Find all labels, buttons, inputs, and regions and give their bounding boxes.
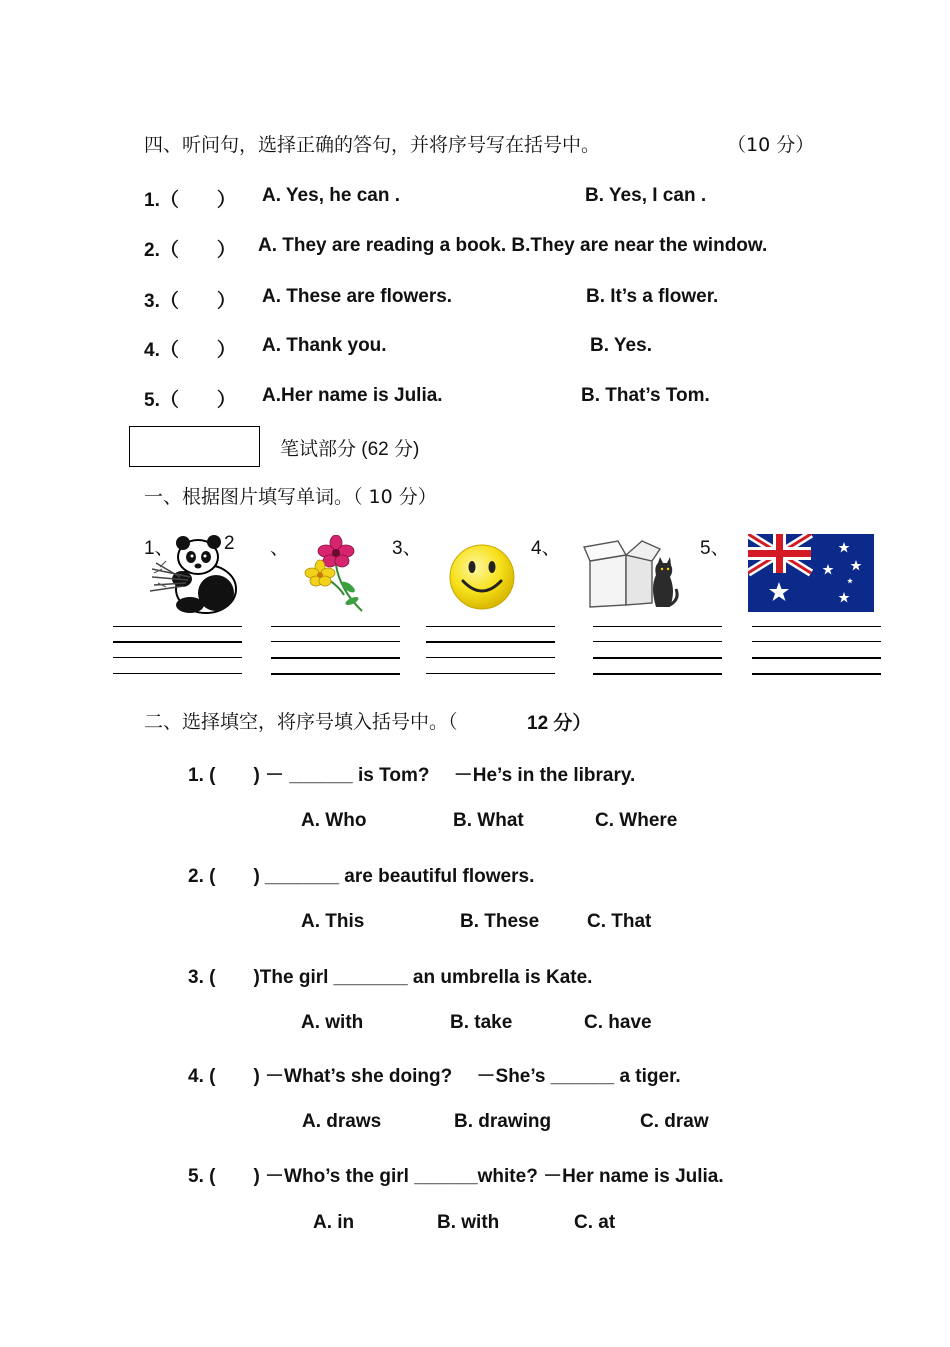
section4-score: （10 分） [727,134,815,156]
smiley-face-picture [448,543,516,611]
q4-5-number: 5.（ ） [144,390,236,411]
written-part-title: 笔试部分 (62 分) [280,439,420,460]
picture-number-2: 2 [224,533,235,554]
panda-picture [150,533,242,617]
australia-flag-picture [748,534,874,612]
q2-1-option-b: B. What [453,810,524,831]
q4-3-option-a: A. These are flowers. [262,286,453,307]
score-box[interactable] [129,426,260,467]
q2-1-option-c: C. Where [595,810,678,831]
q2-2-question: 2. ( ) _______ are beautiful flowers. [188,866,535,887]
q2-5-option-b: B. with [437,1212,500,1233]
q4-1-option-a: A. Yes, he can . [262,185,401,206]
section2-score: 12 分） [527,713,592,734]
q2-4-option-c: C. draw [640,1111,709,1132]
q2-3-option-a: A. with [301,1012,364,1033]
q4-5-option-a: A.Her name is Julia. [262,385,443,406]
picture-number-1: 1、 [144,538,174,559]
picture-number-2-mark: 、 [270,538,290,559]
q2-2-option-a: A. This [301,911,365,932]
q2-4-option-b: B. drawing [454,1111,552,1132]
q4-2-options: A. They are reading a book. B.They are near the window. [258,235,768,256]
q2-2-option-c: C. That [587,911,652,932]
q2-1-option-a: A. Who [301,810,367,831]
section1-title: 一、根据图片填写单词。（ 10 分） [144,486,437,508]
q4-4-number: 4.（ ） [144,340,236,361]
box-and-cat-picture [582,537,682,613]
q2-3-question: 3. ( )The girl _______ an umbrella is Kate. [188,967,593,988]
picture-number-4: 4、 [531,538,561,559]
picture-number-5: 5、 [700,538,730,559]
q2-2-option-b: B. These [460,911,540,932]
q2-4-question: 4. ( ) －What’s she doing? －She’s ______ a tiger. [188,1066,681,1087]
q2-5-option-c: C. at [574,1212,616,1233]
q2-3-option-b: B. take [450,1012,513,1033]
q2-5-question: 5. ( ) －Who’s the girl ______white? －Her name is Julia. [188,1166,724,1187]
q2-5-option-a: A. in [313,1212,355,1233]
picture-number-3: 3、 [392,538,422,559]
q4-2-number: 2.（ ） [144,240,236,261]
q4-1-number: 1.（ ） [144,190,236,211]
q4-4-option-b: B. Yes. [590,335,652,356]
q4-3-option-b: B. It’s a flower. [586,286,719,307]
section4-title: 四、听问句，选择正确的答句，并将序号写在括号中。 [144,134,601,156]
section2-title: 二、选择填空，将序号填入括号中。（ [144,711,458,733]
q2-3-option-c: C. have [584,1012,652,1033]
q2-1-question: 1. ( ) － ______ is Tom? －He’s in the library. [188,765,636,786]
q4-4-option-a: A. Thank you. [262,335,387,356]
q2-4-option-a: A. draws [302,1111,382,1132]
q4-1-option-b: B. Yes, I can . [585,185,707,206]
q4-5-option-b: B. That’s Tom. [581,385,710,406]
flower-picture [300,535,372,615]
q4-3-number: 3.（ ） [144,291,236,312]
